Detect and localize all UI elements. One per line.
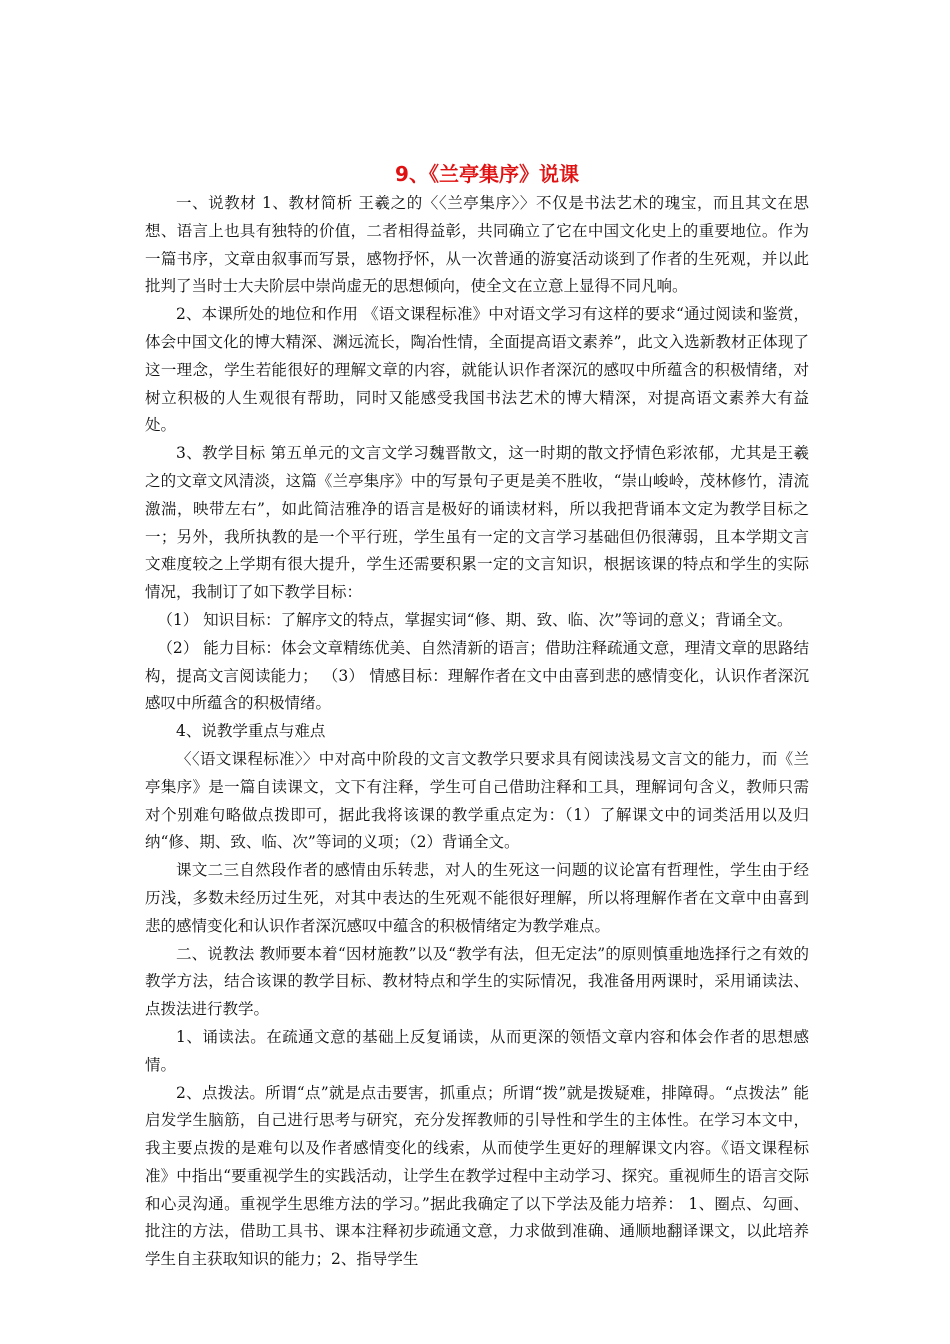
paragraph-difficulties: 课文二三自然段作者的感情由乐转悲，对人的生死这一问题的议论富有哲理性，学生由于经历浅，多数未经历过生死，对其中表达的生死观不能很好理解，所以将理解作者在文章中由喜到悲的感情变化和认识作者深沉感叹中蕴含的积极情绪定为教学难点。 xyxy=(145,861,809,935)
paragraph-teaching-method: 二、说教法 教师要本着“因材施教”以及“教学有法，但无定法”的原则慎重地选择行之有效的教学方法，结合该课的教学目标、教材特点和学生的实际情况，我准备用两课时，采用诵读法、点拨法进行教学。 xyxy=(145,944,809,1019)
paragraph-key-points-heading: 4、说教学重点与难点 xyxy=(176,722,326,741)
document-title: 9、《兰亭集序》说课 xyxy=(395,162,579,186)
document-page xyxy=(145,158,809,1274)
paragraph-knowledge-goal: （1） 知识目标：了解序文的特点，掌握实词“修、期、致、临、次”等词的意义；背诵全文。 xyxy=(157,610,793,629)
paragraph-key-points: 〈〈语文课程标准〉〉中对高中阶段的文言文教学只要求具有阅读浅易文言文的能力，而《兰亭集序》是一篇自读课文，文下有注释，学生可自己借助注释和工具，理解词句含义，教师只需对个别难句略做点拨即可，据此我将该课的教学重点定为：（1）了解课文中的词类活用以及归纳“修、期、致、临、次”等词的义项；（2）背诵全文。 xyxy=(145,749,809,852)
paragraph-guidance-method: 2、点拨法。所谓“点”就是点击要害，抓重点；所谓“拨”就是拨疑难，排障碍。“点拨法” 能启发学生脑筋，自己进行思考与研究，充分发挥教师的引导性和学生的主体性。在学习本文中，我主要点拨的是难句以及作者感情变化的线索，从而使学生更好的理解课文内容。《语文课程标准》中指出“要重视学生的实践活动，让学生在教学过程中主动学习、探究。重视师生的语言交际和心灵沟通。重视学生思维方法的学习。”据此我确定了以下学法及能力培养： 1、圈点、勾画、批注的方法，借助工具书、课本注释初步疏通文意，力求做到准确、通顺地翻译课文，以此培养学生自主获取知识的能力；2、指导学生 xyxy=(145,1083,809,1269)
paragraph-course-position: 2、本课所处的地位和作用 《语文课程标准》中对语文学习有这样的要求“通过阅读和鉴赏，体会中国文化的博大精深、渊远流长，陶冶性情，全面提高语文素养”，此文入选新教材正体现了这一理念，学生若能很好的理解文章的内容，就能认识作者深沉的感叹中所蕴含的积极情绪，对树立积极的人生观很有帮助，同时又能感受我国书法艺术的博大精深，对提高语文素养大有益处。 xyxy=(145,305,809,435)
paragraph-teaching-material: 一、说教材 1、教材简析 王羲之的〈〈兰亭集序〉〉不仅是书法艺术的瑰宝，而且其文在思想、语言上也具有独特的价值，二者相得益彰，共同确立了它在中国文化史上的重要地位。作为一篇书序，文章由叙事而写景，感物抒怀，从一次普通的游宴活动谈到了作者的生死观，并以此批判了当时士大夫阶层中崇尚虚无的思想倾向，使全文在立意上显得不同凡响。 xyxy=(145,194,809,296)
paragraph-reading-method: 1、诵读法。在疏通文意的基础上反复诵读，从而更深的领悟文章内容和体会作者的思想感情。 xyxy=(145,1027,809,1074)
paragraph-ability-goal: （2） 能力目标：体会文章精练优美、自然清新的语言；借助注释疏通文意，理清文章的思路结构，提高文言阅读能力； （3） 情感目标：理解作者在文中由喜到悲的感情变化，认识作者深沉感叹中所蕴含的积极情绪。 xyxy=(145,638,809,713)
paragraph-teaching-goals: 3、教学目标 第五单元的文言文学习魏晋散文，这一时期的散文抒情色彩浓郁，尤其是王羲之的文章文风清淡，这篇《兰亭集序》中的写景句子更是美不胜收，“崇山峻岭，茂林修竹，清流激湍，映带左右”，如此简洁雅净的语言是极好的诵读材料，所以我把背诵本文定为教学目标之一；另外，我所执教的是一个平行班，学生虽有一定的文言学习基础但仍很薄弱，且本学期文言文难度较之上学期有很大提升，学生还需要积累一定的文言知识，根据该课的特点和学生的实际情况，我制订了如下教学目标： xyxy=(145,444,809,602)
